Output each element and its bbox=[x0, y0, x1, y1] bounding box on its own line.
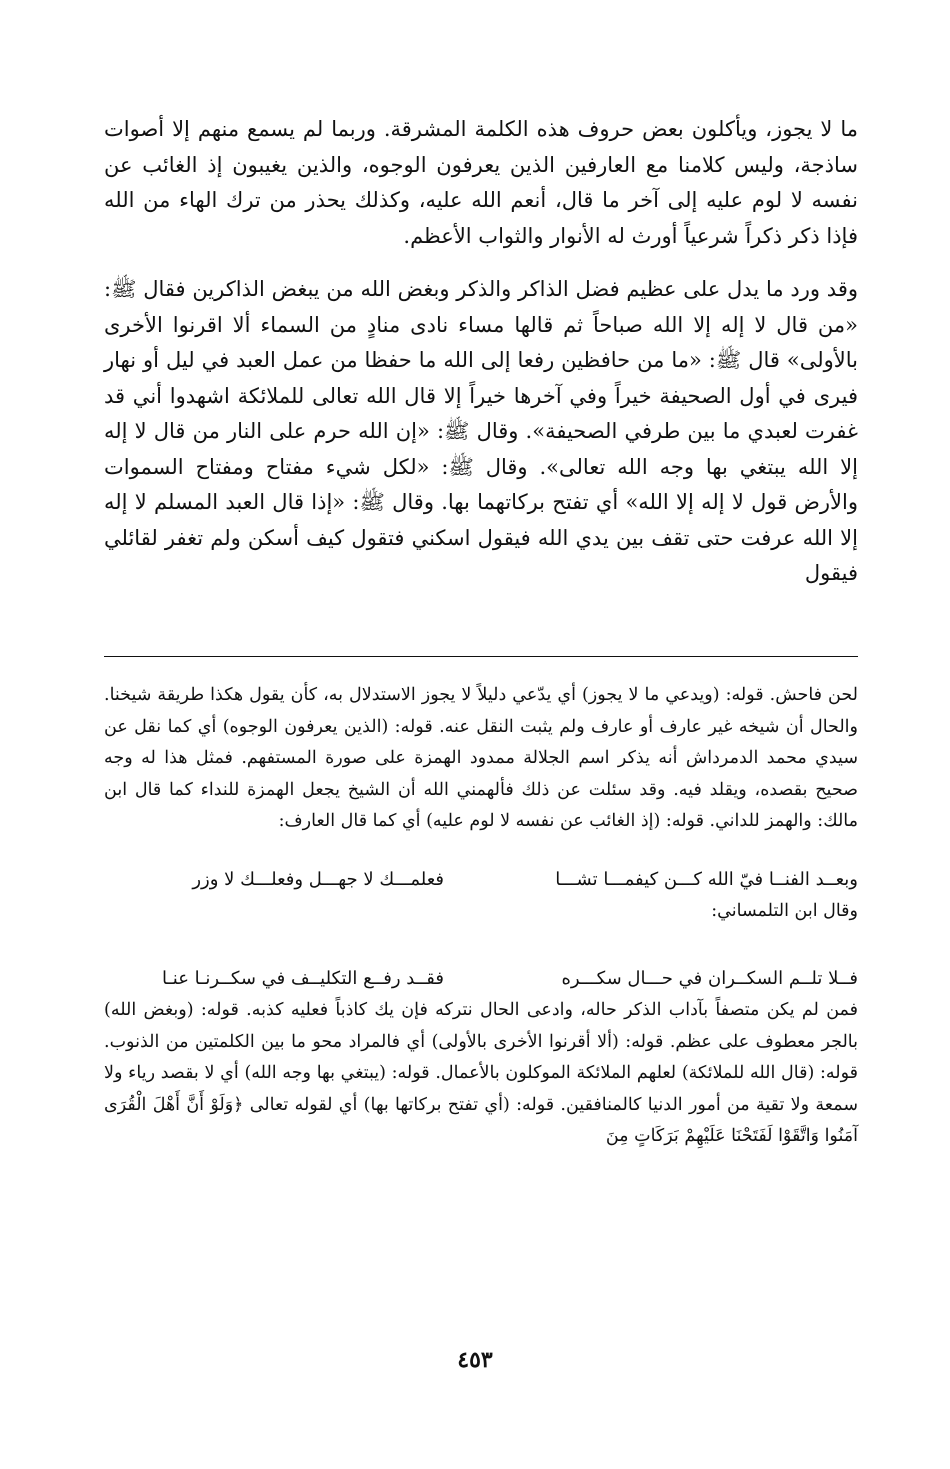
verse-2 bbox=[104, 963, 858, 995]
main-paragraph-1: ما لا يجوز، ويأكلون بعض حروف هذه الكلمة المشرقة. وربما لم يسمع منهم إلا أصوات ساذجة، وليس كلامنا مع العارفين الذين يعرفون الوجوه، والذين يغيبون إذ الغائب عن نفسه لا لوم عليه إلى آخر ما قال، أنعم الله عليه، وكذلك يحذر من ترك الهاء من الله فإذا ذكر ذكراً شرعياً أورث له الأنوار والثواب الأعظم. bbox=[104, 117, 859, 248]
verse-1-hemistich-1: وبعــد الفنــا فيّ الله كـــن كيفمـــا تشـــا bbox=[555, 868, 858, 890]
page-number: ٤٥٣ bbox=[457, 1347, 493, 1373]
verse-1 bbox=[104, 864, 858, 896]
verse-2-hemistich-2: فقــد رفــع التكليــف في سكــرنـا عنـا bbox=[162, 968, 444, 989]
footnote-separator bbox=[104, 656, 858, 657]
footnote-paragraph-1: لحن فاحش. قوله: (ويدعي ما لا يجوز) أي يدّعي دليلاً لا يجوز الاستدلال به، كأن يقول هكذا طريقة شيخنا. والحال أن شيخه غير عارف أو عارف ولم يثبت النقل عنه. قوله: (الذين يعرفون الوجوه) أي كما نقل عن سيدي محمد الدمرداش أنه يذكر اسم الجلالة ممدود الهمزة على صورة المستفهم. فمثل هذا له وجه صحيح بقصده، ويقلد فيه. وقد سئلت عن ذلك فألهمني الله أن الشيخ يجعل الهمزة للنداء كما قال ابن مالك: والهمز للداني. قوله: (إذ الغائب عن نفسه لا لوم عليه) أي كما قال العارف: bbox=[104, 685, 858, 831]
main-paragraph-2: وقد ورد ما يدل على عظيم فضل الذاكر والذكر وبغض الله من يبغض الذاكرين فقال ﷺ: «من قال لا إله إلا الله صباحاً ثم قالها مساء نادى منادٍ من السماء ألا اقرنوا الأخرى بالأولى» قال ﷺ: «ما من حافظين رفعا إلى الله ما حفظا من عمل العبد في ليل أو نهار فيرى في أول الصحيفة خيراً وفي آخرها خيراً إلا قال الله تعالى للملائكة اشهدوا أني قد غفرت لعبدي ما بين طرفي الصحيفة». وقال ﷺ: «إن الله حرم على النار من قال لا إله إلا الله يبتغي بها وجه الله تعالى». وقال ﷺ: «لكل شيء مفتاح ومفتاح السموات والأرض قول لا إله إلا الله» أي تفتح بركاتهما بها. وقال ﷺ: «إذا قال العبد المسلم لا إله إلا الله عرفت حتى تقف بين يدي الله فيقول اسكني فتقول كيف أسكن ولم تغفر لقائلي فيقول bbox=[104, 277, 858, 585]
footnote-paragraph-2: فمن لم يكن متصفاً بآداب الذكر حاله، وادعى الحال نتركه فإن يك كاذباً فعليه كذبه. قوله: (وبغض الله) بالجر معطوف على عظم. قوله: (ألا أقرنوا الأخرى بالأولى) أي فالمراد محو ما بين الكلمتين من الذنوب. قوله: (قال الله للملائكة) لعلهم الملائكة الموكلون بالأعمال. قوله: (يبتغي بها وجه الله) أي لا بقصد رياء ولا سمعة ولا تقية من أمور الدنيا كالمنافقين. قوله: (أي تفتح بركاتها بها) أي لقوله تعالى ﴿وَلَوْ أَنَّ أَهْلَ الْقُرَى آمَنُوا وَاتَّقَوْا لَفَتَحْنَا عَلَيْهِمْ بَرَكَاتٍ مِنَ bbox=[104, 1000, 858, 1146]
verse-2-hemistich-1: فــلا تلــم السكــران في حـــال سكـــره bbox=[561, 968, 858, 989]
verse-2-intro: وقال ابن التلمساني: bbox=[711, 900, 858, 921]
footnotes bbox=[104, 680, 858, 1153]
verse-1-hemistich-2: فعلمـــك لا جهـــل وفعلـــك لا وزر bbox=[192, 868, 444, 890]
main-text bbox=[104, 112, 858, 592]
